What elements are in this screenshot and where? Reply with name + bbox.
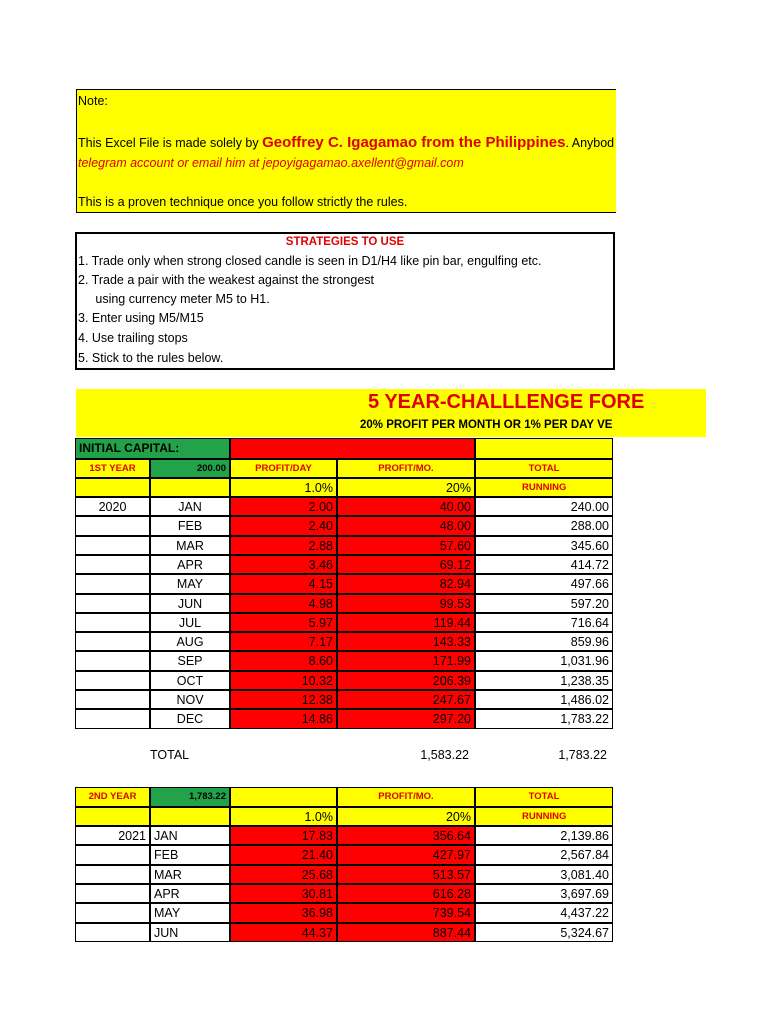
note-box [76,89,616,213]
strategy-item: 2. Trade a pair with the weakest against the strongest [78,273,375,287]
month2-cell: APR [150,884,230,903]
profit-day2-header [230,787,337,807]
profit-day-cell: 5.97 [230,613,337,632]
profit-mo-cell: 143.33 [337,632,475,651]
initial-capital-label: INITIAL CAPITAL: [75,438,230,459]
note-line1-prefix: This Excel File is made solely by [78,136,263,150]
telegram-account-text: telegram account [78,156,174,170]
note-heading: Note: [78,94,108,108]
profit-day2-cell: 25.68 [230,865,337,884]
profit-mo-cell: 40.00 [337,497,475,516]
month-cell: AUG [150,632,230,651]
pct2-row-blank [150,807,230,826]
profit-day-cell: 2.88 [230,536,337,555]
year2-blank-cell [75,845,150,865]
month-cell: FEB [150,516,230,536]
profit-mo-cell: 171.99 [337,651,475,671]
profit-day-cell: 4.15 [230,574,337,594]
year-blank-cell [75,709,150,729]
running-total-cell: 597.20 [475,594,613,613]
month-cell: DEC [150,709,230,729]
note-proven-line: This is a proven technique once you follow strictly the rules. [78,195,408,209]
running-total-cell: 716.64 [475,613,613,632]
year-blank-cell [75,651,150,671]
strategy-item: 1. Trade only when strong closed candle is seen in D1/H4 like pin bar, engulfing etc. [78,254,542,268]
challenge-banner [76,389,706,437]
total2-header: TOTAL [475,787,613,807]
running-total-cell: 1,783.22 [475,709,613,729]
profit-mo2-cell: 356.64 [337,826,475,845]
profit-day2-cell: 21.40 [230,845,337,865]
profit-day-cell: 8.60 [230,651,337,671]
profit-day-cell: 14.86 [230,709,337,729]
strategies-box [75,232,615,370]
strategy-item: 4. Use trailing stops [78,331,188,345]
month2-cell: MAR [150,865,230,884]
capital-value: 200.00 [150,459,230,478]
year2-cell: 2021 [75,826,150,845]
profit-mo2-cell: 887.44 [337,923,475,942]
profit-mo2-header: PROFIT/MO. [337,787,475,807]
year2-blank-cell [75,923,150,942]
banner-title: 5 YEAR-CHALLLENGE FORE [368,391,645,413]
strategy-item: 3. Enter using M5/M15 [78,311,204,325]
header-blank-cell [475,438,613,459]
profit-day-cell: 12.38 [230,690,337,709]
pct-row-blank [75,478,150,497]
year-blank-cell [75,574,150,594]
year-blank-cell [75,594,150,613]
profit-day2-cell: 30.81 [230,884,337,903]
note-line1-suffix: . Anybod [565,136,615,150]
profit-mo-cell: 48.00 [337,516,475,536]
profit-mo2-cell: 739.54 [337,903,475,923]
profit-day-cell: 2.00 [230,497,337,516]
strategy-item: using currency meter M5 to H1. [78,292,270,306]
running-total-cell: 497.66 [475,574,613,594]
profit-mo-cell: 206.39 [337,671,475,690]
pct-mo: 20% [337,478,475,497]
strategies-title: STRATEGIES TO USE [285,236,405,248]
month2-cell: JUN [150,923,230,942]
profit-day-cell: 3.46 [230,555,337,574]
year-blank-cell [75,516,150,536]
pct2-mo: 20% [337,807,475,826]
capital2-value: 1,783.22 [150,787,230,807]
month-cell: MAR [150,536,230,555]
profit-mo-cell: 69.12 [337,555,475,574]
pct2-row-blank [75,807,150,826]
year2-blank-cell [75,903,150,923]
banner-subtitle: 20% PROFIT PER MONTH OR 1% PER DAY VE [360,419,613,431]
running-header: RUNNING [475,478,613,497]
running-total-cell: 1,031.96 [475,651,613,671]
note-contact-line [78,156,464,170]
running-total-cell: 1,486.02 [475,690,613,709]
total-profit: 1,583.22 [420,748,469,762]
running-total-cell: 414.72 [475,555,613,574]
profit-mo-cell: 119.44 [337,613,475,632]
running-total2-cell: 3,081.40 [475,865,613,884]
profit-day2-cell: 17.83 [230,826,337,845]
month-cell: JUN [150,594,230,613]
year-cell: 2020 [75,497,150,516]
profit-day-header: PROFIT/DAY [230,459,337,478]
initial-capital-red-cell [230,438,475,459]
month-cell: APR [150,555,230,574]
year2-label: 2ND YEAR [75,787,150,807]
month2-cell: FEB [150,845,230,865]
month-cell: SEP [150,651,230,671]
note-author: Geoffrey C. Igagamao from the Philippines [262,134,566,151]
strategy-item: 5. Stick to the rules below. [78,351,224,365]
running-total2-cell: 2,567.84 [475,845,613,865]
year-blank-cell [75,690,150,709]
profit-mo-cell: 99.53 [337,594,475,613]
profit-mo-cell: 82.94 [337,574,475,594]
profit-day2-cell: 44.37 [230,923,337,942]
note-author-line [78,134,614,151]
profit-mo2-cell: 427.97 [337,845,475,865]
month2-cell: JAN [150,826,230,845]
profit-day2-cell: 36.98 [230,903,337,923]
profit-mo2-cell: 616.28 [337,884,475,903]
year2-blank-cell [75,865,150,884]
profit-day-cell: 4.98 [230,594,337,613]
profit-day-cell: 7.17 [230,632,337,651]
running-total-cell: 288.00 [475,516,613,536]
pct2-day: 1.0% [230,807,337,826]
pct-day: 1.0% [230,478,337,497]
profit-mo-cell: 247.67 [337,690,475,709]
profit-day-cell: 10.32 [230,671,337,690]
email-text: or email him at jepoyigagamao.axellent@gmail.com [173,156,464,170]
year-blank-cell [75,613,150,632]
year-blank-cell [75,555,150,574]
total-header: TOTAL [475,459,613,478]
month2-cell: MAY [150,903,230,923]
month-cell: NOV [150,690,230,709]
running-total-cell: 859.96 [475,632,613,651]
total-label: TOTAL [150,748,190,762]
running-total2-cell: 3,697.69 [475,884,613,903]
running2-header: RUNNING [475,807,613,826]
running-total2-cell: 4,437.22 [475,903,613,923]
month-cell: JAN [150,497,230,516]
year-blank-cell [75,671,150,690]
month-cell: JUL [150,613,230,632]
profit-mo-cell: 297.20 [337,709,475,729]
year-blank-cell [75,632,150,651]
running-total2-cell: 2,139.86 [475,826,613,845]
month-cell: MAY [150,574,230,594]
total-running: 1,783.22 [558,748,607,762]
running-total-cell: 1,238.35 [475,671,613,690]
profit-mo-cell: 57.60 [337,536,475,555]
pct-row-blank [150,478,230,497]
year-label: 1ST YEAR [75,459,150,478]
running-total-cell: 345.60 [475,536,613,555]
profit-day-cell: 2.40 [230,516,337,536]
year-blank-cell [75,536,150,555]
profit-mo2-cell: 513.57 [337,865,475,884]
profit-mo-header: PROFIT/MO. [337,459,475,478]
year2-blank-cell [75,884,150,903]
month-cell: OCT [150,671,230,690]
running-total2-cell: 5,324.67 [475,923,613,942]
running-total-cell: 240.00 [475,497,613,516]
